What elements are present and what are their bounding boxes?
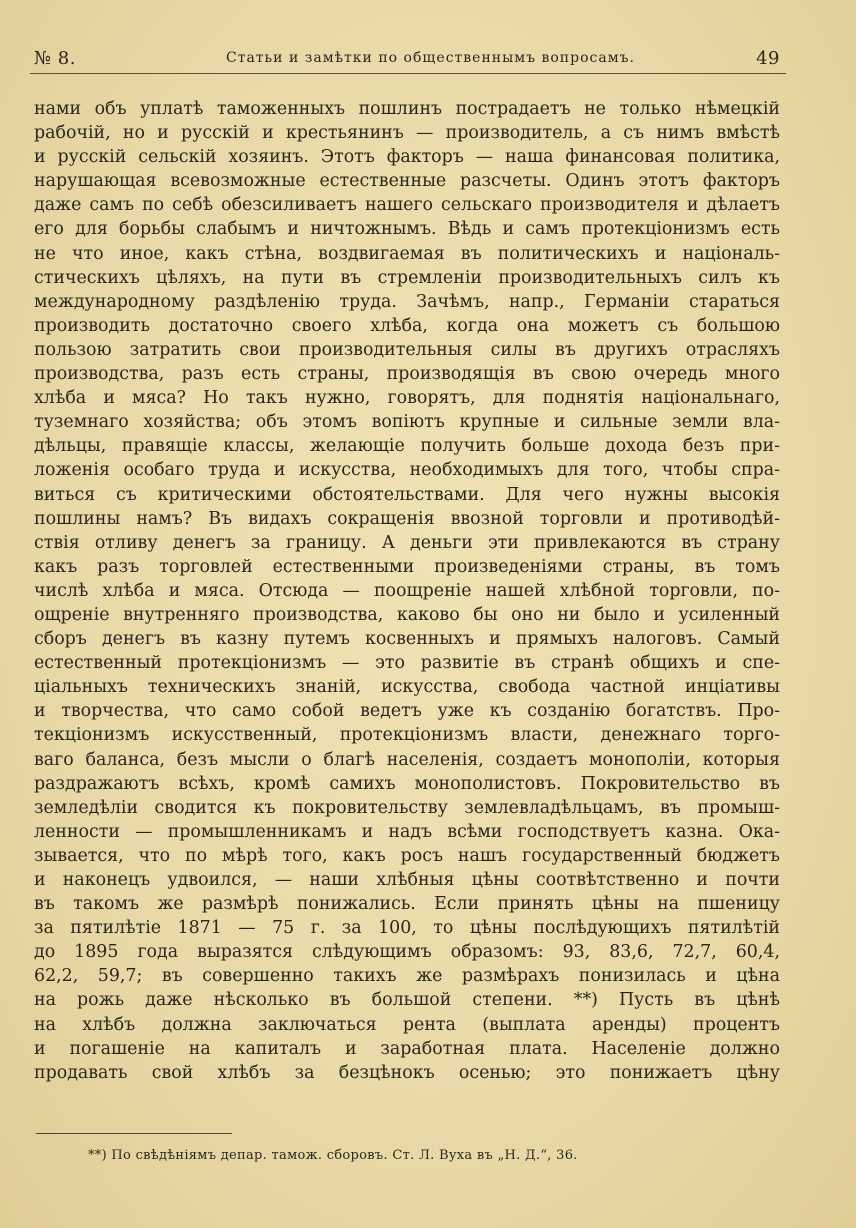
text-line: на хлѣбъ должна заключаться рента (выплата аренды) процентъ	[34, 1014, 780, 1035]
text-line: ощреніе внутренняго производства, каково бы оно ни было и усиленный	[34, 604, 780, 625]
header-rule	[30, 73, 786, 74]
footnote-rule	[36, 1133, 232, 1134]
page-number: 49	[756, 48, 780, 69]
text-line: ствія отливу денегъ за границу. А деньги эти привлекаются въ страну	[34, 532, 780, 553]
text-line: на рожь даже нѣсколько въ большой степени. **) Пусть въ цѣнѣ	[34, 990, 780, 1011]
text-line: сборъ денегъ въ казну путемъ косвенныхъ и прямыхъ налоговъ. Самый	[34, 629, 780, 650]
text-line: производить достаточно своего хлѣба, когда она можетъ съ большою	[34, 315, 780, 336]
text-line: международному раздѣленію труда. Зачѣмъ, напр., Германіи стараться	[34, 291, 780, 312]
text-line: текціонизмъ искусственный, протекціонизмъ власти, денежнаго торго-	[34, 725, 780, 746]
body-text	[34, 97, 780, 1085]
text-line: и наконецъ удвоился, — наши хлѣбныя цѣны соотвѣтственно и почти	[34, 870, 780, 890]
text-line: виться съ критическими обстоятельствами. Для чего нужны высокія	[34, 484, 780, 505]
text-line: раздражаютъ всѣхъ, кромѣ самихъ монополистовъ. Покровительство въ	[34, 773, 780, 794]
text-line: числѣ хлѣба и мяса. Отсюда — поощреніе нашей хлѣбной торговли, по-	[34, 580, 780, 601]
text-line: въ такомъ же размѣрѣ понижались. Если принять цѣны на пшеницу	[34, 894, 780, 915]
section-title: Статьи и замѣтки по общественнымъ вопросамъ.	[226, 50, 635, 66]
text-line: и погашеніе на капиталъ и заработная плата. Населеніе должно	[34, 1038, 780, 1059]
text-line: производства, разъ есть страны, производящія въ свою очередь много	[34, 364, 780, 385]
text-line: даже самъ по себѣ обезсиливаетъ нашего сельскаго производителя и дѣлаетъ	[34, 195, 780, 216]
text-line: ціальныхъ техническихъ знаній, искусства, свобода частной инціативы	[34, 677, 780, 698]
text-line: хлѣба и мяса? Но такъ нужно, говорятъ, для поднятія національнаго,	[34, 388, 780, 409]
issue-number: № 8.	[34, 48, 76, 69]
text-line: продавать свой хлѣбъ за безцѣнокъ осенью; это понижаетъ цѣну	[34, 1062, 780, 1083]
text-line: и творчества, что само собой ведетъ уже къ созданію богатствъ. Про-	[34, 701, 780, 722]
text-line: ваго баланса, безъ мысли о благѣ населенія, создаетъ монополіи, которыя	[34, 749, 780, 770]
text-line: земледѣліи сводится къ покровительству землевладѣльцамъ, въ промыш-	[34, 797, 780, 818]
text-line: туземнаго хозяйства; объ этомъ вопіютъ крупные и сильные земли вла-	[34, 412, 780, 433]
text-line: не что иное, какъ стѣна, воздвигаемая въ политическихъ и національ-	[34, 243, 780, 264]
text-line: его для борьбы слабымъ и ничтожнымъ. Вѣдь и самъ протекціонизмъ есть	[34, 219, 780, 240]
text-line: и русскій сельскій хозяинъ. Этотъ факторъ — наша финансовая политика,	[34, 147, 780, 168]
text-line: до 1895 года выразятся слѣдующимъ образомъ: 93, 83,6, 72,7, 60,4,	[34, 942, 780, 963]
running-header	[34, 46, 784, 74]
text-line: 62,2, 59,7; въ совершенно такихъ же размѣрахъ понизилась и цѣна	[34, 966, 780, 987]
text-line: пошлины намъ? Въ видахъ сокращенія ввозной торговли и противодѣй-	[34, 508, 780, 529]
text-line: дѣльцы, правящіе классы, желающіе получить больше дохода безъ при-	[34, 436, 780, 457]
text-line: ложенія особаго труда и искусства, необходимыхъ для того, чтобы спра-	[34, 460, 780, 481]
text-line: зывается, что по мѣрѣ того, какъ росъ нашъ государственный бюджетъ	[34, 845, 780, 866]
text-line: естественный протекціонизмъ — это развитіе въ странѣ общихъ и спе-	[34, 653, 780, 674]
text-line: стическихъ цѣляхъ, на пути въ стремленіи производительныхъ силъ къ	[34, 267, 780, 288]
text-line: рабочій, но и русскій и крестьянинъ — производитель, а съ нимъ вмѣстѣ	[34, 123, 780, 144]
text-line: ленности — промышленникамъ и надъ всѣми господствуетъ казна. Ока-	[34, 821, 780, 842]
text-line: пользою затратить свои производительныя силы въ другихъ отрасляхъ	[34, 339, 780, 360]
text-line: нами объ уплатѣ таможенныхъ пошлинъ пострадаетъ не только нѣмецкій	[34, 99, 780, 119]
text-line: нарушающая всевозможные естественные разсчеты. Одинъ этотъ факторъ	[34, 171, 780, 192]
footnote: **) По свѣдѣніямъ депар. тамож. сборовъ. Ст. Л. Вуха въ „Н. Д.“, 36.	[88, 1148, 578, 1163]
text-line: за пятилѣтіе 1871 — 75 г. за 100, то цѣны послѣдующихъ пятилѣтій	[34, 918, 780, 939]
text-line: какъ разъ торговлей естественными произведеніями страны, въ томъ	[34, 556, 780, 577]
